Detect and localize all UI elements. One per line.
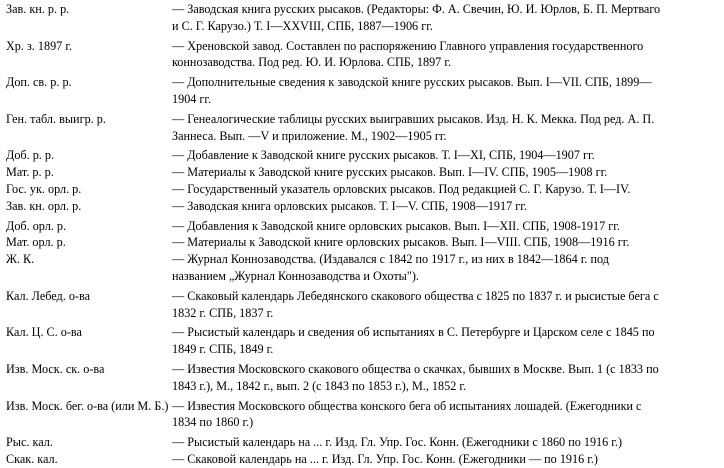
description xyxy=(172,74,719,108)
description-line: названием „Журнал Коннозаводства и Охоты"). xyxy=(172,268,419,283)
list-item xyxy=(5,111,719,145)
list-item xyxy=(5,234,719,251)
abbreviation: Доб. орл. р. xyxy=(6,218,67,233)
description xyxy=(172,181,719,198)
abbreviation: Зав. кн. р. р. xyxy=(6,2,70,16)
list-item xyxy=(5,451,719,468)
description xyxy=(172,434,719,451)
description xyxy=(172,164,719,181)
abbreviation: Изв. Моск. ск. о-ва xyxy=(6,361,105,376)
abbreviation: Доп. св. р. р. xyxy=(6,75,72,90)
list-item xyxy=(5,434,719,451)
description xyxy=(172,234,719,251)
description-line: — Добавления к Заводской книге орловских рысаков. Вып. I—XII. СПБ, 1908-1917 гг. xyxy=(172,218,620,233)
list-item xyxy=(5,164,719,181)
abbreviation: Рыс. кал. xyxy=(6,435,53,450)
description-line: — Рысистый календарь на ... г. Изд. Гл. Упр. Гос. Конн. (Ежегодники с 1860 по 1916 г.) xyxy=(172,435,623,450)
abbreviation: Гос. ук. орл. р. xyxy=(6,181,82,196)
abbreviation: Скак. кал. xyxy=(6,451,58,466)
description xyxy=(172,451,719,468)
list-item xyxy=(5,218,719,235)
description-line: — Материалы к Заводской книге русских рысаков. Вып. I—IV. СПБ, 1905—1908 гг. xyxy=(172,165,608,180)
abbreviation: Ж. К. xyxy=(6,252,35,267)
list-item xyxy=(5,1,719,35)
abbreviations-list xyxy=(5,1,719,468)
description xyxy=(172,288,719,322)
abbreviation: Изв. Моск. бег. о-ва (или М. Б.) xyxy=(6,398,169,413)
description xyxy=(172,111,719,145)
abbreviation: Хр. з. 1897 г. xyxy=(6,38,72,53)
description-line: — Хреновской завод. Составлен по распоряжению Главного управления государственного xyxy=(172,38,644,53)
description-line: 1834 по 1860 г.) xyxy=(172,415,254,430)
description-line: — Скаковой календарь на ... г. Изд. Гл. Упр. Гос. Конн. (Ежегодники — по 1916 г.) xyxy=(172,451,598,466)
description-line: — Рысистый календарь и сведения об испытаниях в С. Петербурге и Царском селе с 1845 по xyxy=(172,325,655,340)
list-item xyxy=(5,324,719,358)
abbreviation: Кал. Лебед. о-ва xyxy=(6,288,90,303)
description-line: 1904 гг. xyxy=(172,91,212,106)
description-line: и С. Г. Карузо.) Т. I—XXVIII, СПБ, 1887—1906 гг. xyxy=(172,18,433,33)
list-item xyxy=(5,288,719,322)
abbreviation: Доб. р. р. xyxy=(6,148,55,163)
list-item xyxy=(5,147,719,164)
description-line: — Добавление к Заводской книге русских рысаков. Т. I—XI, СПБ, 1904—1907 гг. xyxy=(172,148,595,163)
list-item xyxy=(5,74,719,108)
description xyxy=(172,1,719,35)
description xyxy=(172,38,719,72)
description-line: коннозаводства. Под ред. Ю. И. Юрлова. СПБ, 1897 г. xyxy=(172,55,451,70)
description-line: — Заводская книга орловских рысаков. Т. I—V. СПБ, 1908—1917 гг. xyxy=(172,198,527,213)
description-line: Заннеса. Вып. —V и приложение. М., 1902—1905 гг. xyxy=(172,128,447,143)
description xyxy=(172,198,719,215)
description-line: — Генеалогические таблицы русских выигравших рысаков. Изд. Н. К. Мекка. Под ред. А. П. xyxy=(172,111,655,126)
description-line: 1832 г. СПБ, 1837 г. xyxy=(172,305,274,320)
description xyxy=(172,251,719,285)
list-item xyxy=(5,38,719,72)
description-line: — Дополнительные сведения к заводской книге русских рысаков. Вып. I—VII. СПБ, 1899— xyxy=(172,75,652,90)
description xyxy=(172,324,719,358)
description-line: 1843 г.), М., 1842 г., вып. 2 (с 1843 по 1853 г.), М., 1852 г. xyxy=(172,378,467,393)
description-line: — Заводская книга русских рысаков. (Редакторы: Ф. А. Свечин, Ю. И. Юрлов, Б. П. Мертваго xyxy=(172,2,661,16)
list-item xyxy=(5,181,719,198)
abbreviation: Мат. орл. р. xyxy=(6,235,66,250)
description-line: — Скаковый календарь Лебедянского скакового общества с 1825 по 1837 г. и рысистые бега с xyxy=(172,288,659,303)
list-item xyxy=(5,398,719,432)
description-line: — Известия Московского скакового общества о скачках, бывших в Москве. Вып. 1 (с 1833 по xyxy=(172,361,659,376)
description-line: — Материалы к Заводской книге орловских рысаков. Вып. I—VIII. СПБ, 1908—1916 гг. xyxy=(172,235,630,250)
list-item xyxy=(5,198,719,215)
description-line: — Журнал Коннозаводства. (Издавался с 1842 по 1917 г., из них в 1842—1864 г. под xyxy=(172,252,609,267)
description-line: — Известия Московского общества конского бега об испытаниях лошадей. (Ежегодники с xyxy=(172,398,642,413)
abbreviation: Зав. кн. орл. р. xyxy=(6,198,82,213)
list-item xyxy=(5,251,719,285)
abbreviation: Мат. р. р. xyxy=(6,165,54,180)
abbreviation: Ген. табл. выигр. р. xyxy=(6,111,106,126)
abbreviation: Кал. Ц. С. о-ва xyxy=(6,325,82,340)
description-line: — Государственный указатель орловских рысаков. Под редакцией С. Г. Карузо. Т. I—IV. xyxy=(172,181,631,196)
list-item xyxy=(5,361,719,395)
description xyxy=(172,361,719,395)
description xyxy=(172,398,719,432)
description xyxy=(172,218,719,235)
description xyxy=(172,147,719,164)
description-line: 1849 г. СПБ, 1849 г. xyxy=(172,342,274,357)
